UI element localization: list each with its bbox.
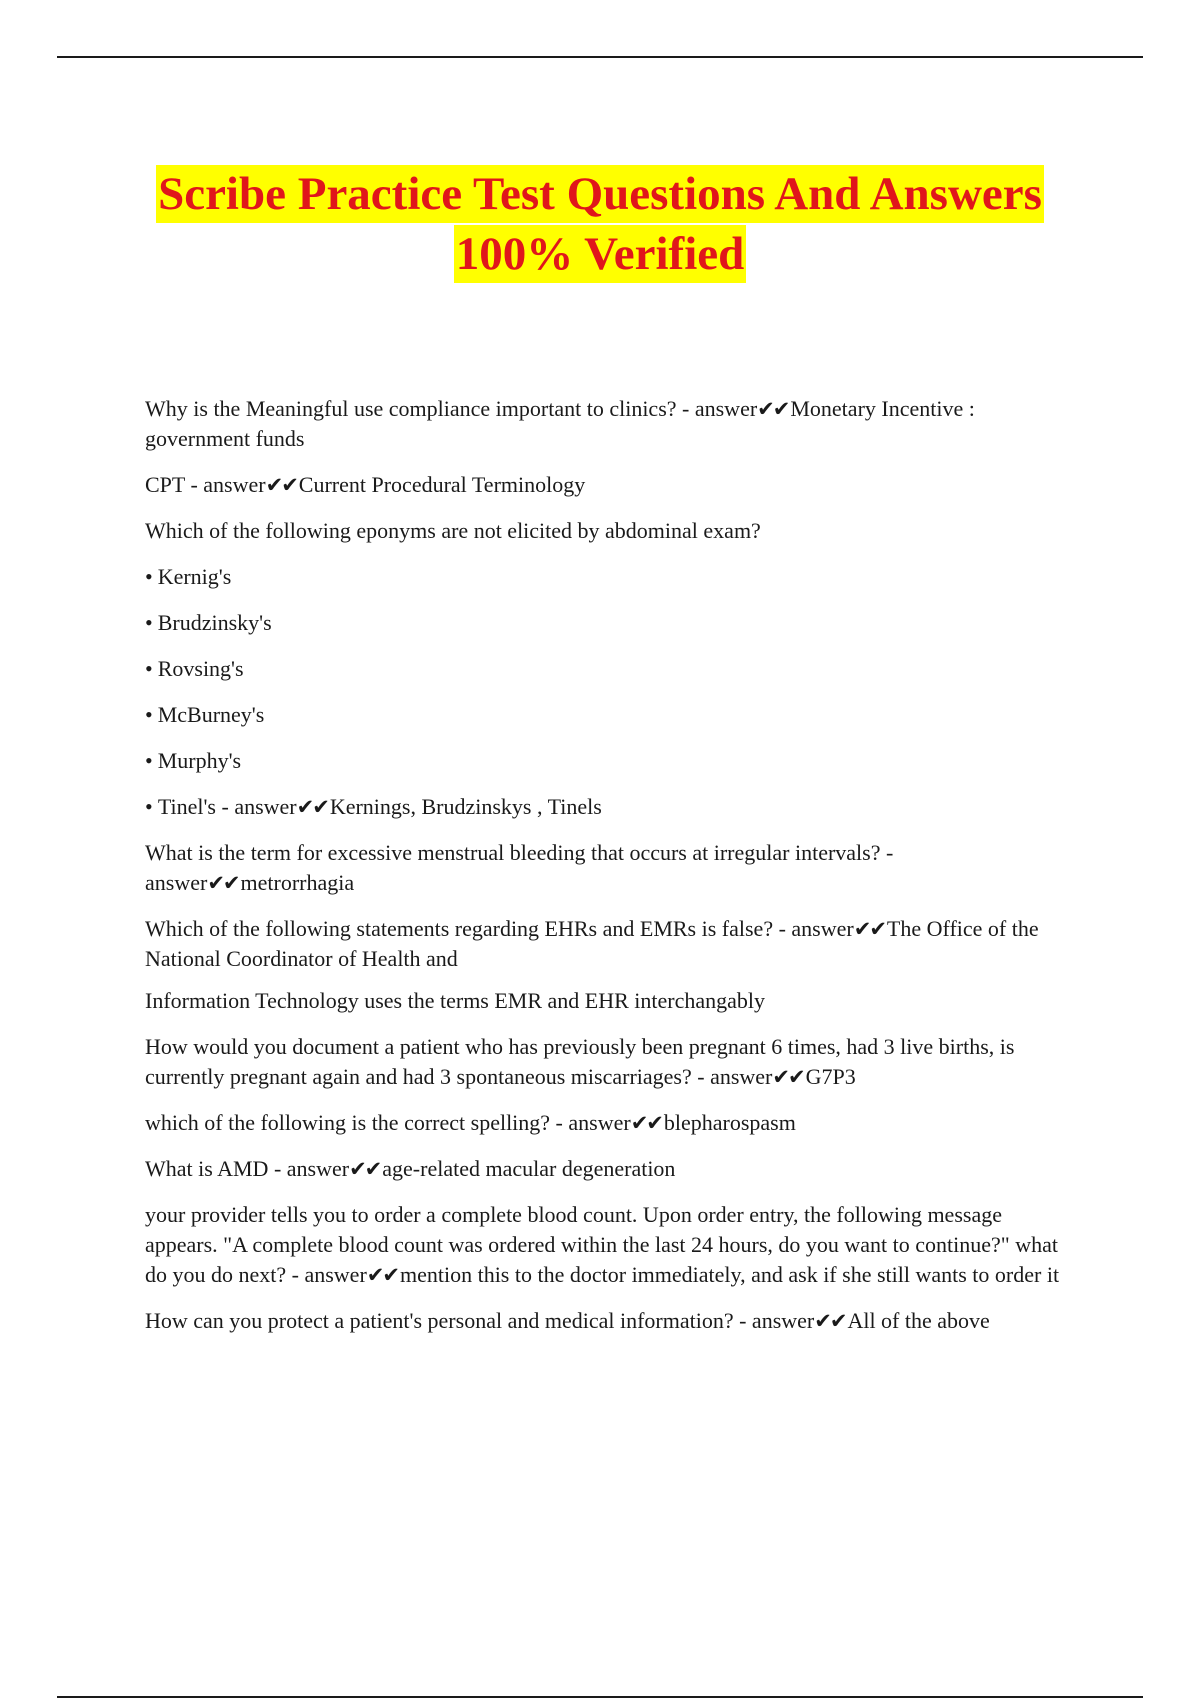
qa-item	[145, 1108, 1080, 1138]
list-item	[145, 746, 1080, 776]
list-item	[145, 562, 1080, 592]
qa-content	[145, 394, 1080, 1352]
answer-text: blepharospasm	[663, 1110, 796, 1135]
qa-item	[145, 914, 1080, 974]
bullet-icon: •	[145, 564, 153, 589]
answer-text: Monetary Incentive : government funds	[145, 396, 975, 451]
bullet-icon: •	[145, 656, 153, 681]
answer-text: G7P3	[805, 1064, 856, 1089]
bullet-icon: •	[145, 610, 153, 635]
bullet-icon: •	[145, 702, 153, 727]
double-check-icon: ✔✔	[757, 397, 789, 421]
double-check-icon: ✔✔	[207, 871, 239, 895]
question-text: Why is the Meaningful use compliance important to clinics? - answer	[145, 396, 758, 421]
bullet-icon: •	[145, 794, 153, 819]
qa-item	[145, 516, 1080, 546]
double-check-icon: ✔✔	[772, 1065, 804, 1089]
list-item-text: McBurney's	[157, 702, 265, 727]
list-item-text: Kernig's	[157, 564, 232, 589]
qa-item	[145, 1032, 1080, 1092]
list-item	[145, 654, 1080, 684]
question-text: your provider tells you to order a complete blood count. Upon order entry, the following message appears. "A complete blood count was ordered within the last 24 hours, do you want to continue?" what do you do next? - answer	[145, 1202, 1059, 1287]
double-check-icon: ✔✔	[265, 473, 297, 497]
double-check-icon: ✔✔	[853, 917, 885, 941]
qa-item	[145, 1154, 1080, 1184]
question-text: What is AMD - answer	[145, 1156, 350, 1181]
question-text: How would you document a patient who has previously been pregnant 6 times, had 3 live births, is currently pregnant again and had 3 spontaneous miscarriages? - answer	[145, 1034, 1015, 1089]
answer-text: metrorrhagia	[240, 870, 355, 895]
answer-text: Current Procedural Terminology	[298, 472, 586, 497]
qa-item	[145, 838, 1080, 898]
double-check-icon: ✔✔	[349, 1157, 381, 1181]
answer-text: age-related macular degeneration	[382, 1156, 676, 1181]
title-line-1: Scribe Practice Test Questions And Answers	[156, 165, 1044, 223]
answer-text: Kernings, Brudzinskys , Tinels	[329, 794, 602, 819]
answer-text: mention this to the doctor immediately, and ask if she still wants to order it	[399, 1262, 1060, 1287]
list-item-text: Murphy's	[157, 748, 242, 773]
list-item-text: Rovsing's	[157, 656, 244, 681]
double-check-icon: ✔✔	[630, 1111, 662, 1135]
qa-item	[145, 792, 1080, 822]
answer-text: All of the above	[847, 1308, 990, 1333]
question-text: which of the following is the correct spelling? - answer	[145, 1110, 631, 1135]
question-text: Which of the following eponyms are not elicited by abdominal exam?	[145, 518, 761, 543]
question-text: CPT - answer	[145, 472, 266, 497]
bullet-icon: •	[145, 748, 153, 773]
question-text: Which of the following statements regarding EHRs and EMRs is false? - answer	[145, 916, 854, 941]
double-check-icon: ✔✔	[814, 1309, 846, 1333]
question-text: What is the term for excessive menstrual bleeding that occurs at irregular intervals? - answer	[145, 840, 894, 895]
question-text: How can you protect a patient's personal and medical information? - answer	[145, 1308, 815, 1333]
answer-text: The Office of the National Coordinator of Health and	[145, 916, 1039, 971]
document-title	[0, 165, 1200, 283]
bottom-rule	[57, 1696, 1143, 1698]
list-item	[145, 608, 1080, 638]
title-line-2: 100% Verified	[454, 225, 747, 283]
qa-item	[145, 394, 1080, 454]
qa-item	[145, 1306, 1080, 1336]
double-check-icon: ✔✔	[366, 1263, 398, 1287]
continuation-text: Information Technology uses the terms EMR and EHR interchangably	[145, 988, 766, 1013]
qa-item	[145, 986, 1080, 1016]
qa-item	[145, 470, 1080, 500]
top-rule	[57, 56, 1143, 58]
question-text: Tinel's - answer	[157, 794, 297, 819]
list-item	[145, 700, 1080, 730]
double-check-icon: ✔✔	[296, 795, 328, 819]
qa-item	[145, 1200, 1080, 1290]
list-item-text: Brudzinsky's	[157, 610, 272, 635]
